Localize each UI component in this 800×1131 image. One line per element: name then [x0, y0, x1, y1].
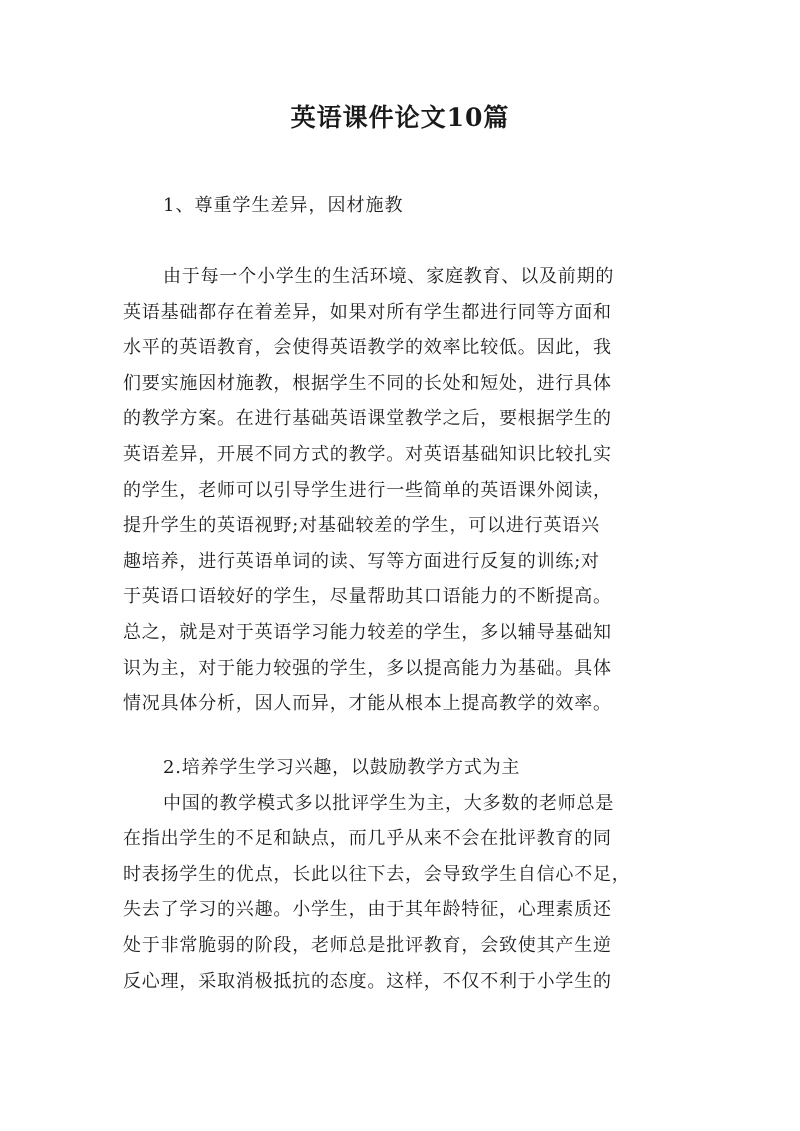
paragraph-line: 处于非常脆弱的阶段，老师总是批评教育，会致使其产生逆	[123, 934, 612, 956]
paragraph-line: 由于每一个小学生的生活环境、家庭教育、以及前期的	[163, 266, 615, 287]
paragraph-line: 失去了学习的兴趣。小学生，由于其年龄特征，心理素质还	[123, 899, 612, 921]
paragraph-line: 总之，就是对于英语学习能力较差的学生，多以辅导基础知	[123, 621, 612, 643]
paragraph-line: 识为主，对于能力较强的学生，多以提高能力为基础。具体	[123, 657, 612, 679]
paragraph-line: 的学生，老师可以引导学生进行一些简单的英语课外阅读，	[123, 479, 612, 501]
paragraph-line: 情况具体分析，因人而异，才能从根本上提高教学的效率。	[123, 693, 612, 715]
section-heading-2: 2.培养学生学习兴趣，以鼓励教学方式为主	[163, 757, 521, 778]
paragraph-line: 英语差异，开展不同方式的教学。对英语基础知识比较扎实	[123, 443, 612, 465]
paragraph-line: 反心理，采取消极抵抗的态度。这样，不仅不利于小学生的	[123, 970, 612, 992]
paragraph-2	[123, 750, 693, 999]
paragraph-line: 在指出学生的不足和缺点，而几乎从来不会在批评教育的同	[123, 828, 612, 850]
paragraph-line: 英语基础都存在着差异，如果对所有学生都进行同等方面和	[123, 301, 612, 323]
paragraph-line: 中国的教学模式多以批评学生为主，大多数的老师总是	[163, 792, 615, 814]
paragraph-line: 提升学生的英语视野;对基础较差的学生，可以进行英语兴	[123, 515, 600, 537]
paragraph-line: 们要实施因材施教，根据学生不同的长处和短处，进行具体	[123, 372, 612, 394]
paragraph-line: 水平的英语教育，会使得英语教学的效率比较低。因此，我	[123, 337, 612, 359]
paragraph-line: 于英语口语较好的学生，尽量帮助其口语能力的不断提高。	[123, 586, 612, 608]
paragraph-line: 的教学方案。在进行基础英语课堂教学之后，要根据学生的	[123, 408, 612, 430]
document-title: 英语课件论文10篇	[290, 103, 510, 132]
paragraph-line: 时表扬学生的优点，长此以往下去，会导致学生自信心不足，	[123, 863, 631, 885]
section-heading-1: 1、尊重学生差异，因材施教	[163, 195, 404, 216]
paragraph-line: 趣培养，进行英语单词的读、写等方面进行反复的训练;对	[123, 550, 600, 572]
paragraph-1	[123, 259, 693, 722]
